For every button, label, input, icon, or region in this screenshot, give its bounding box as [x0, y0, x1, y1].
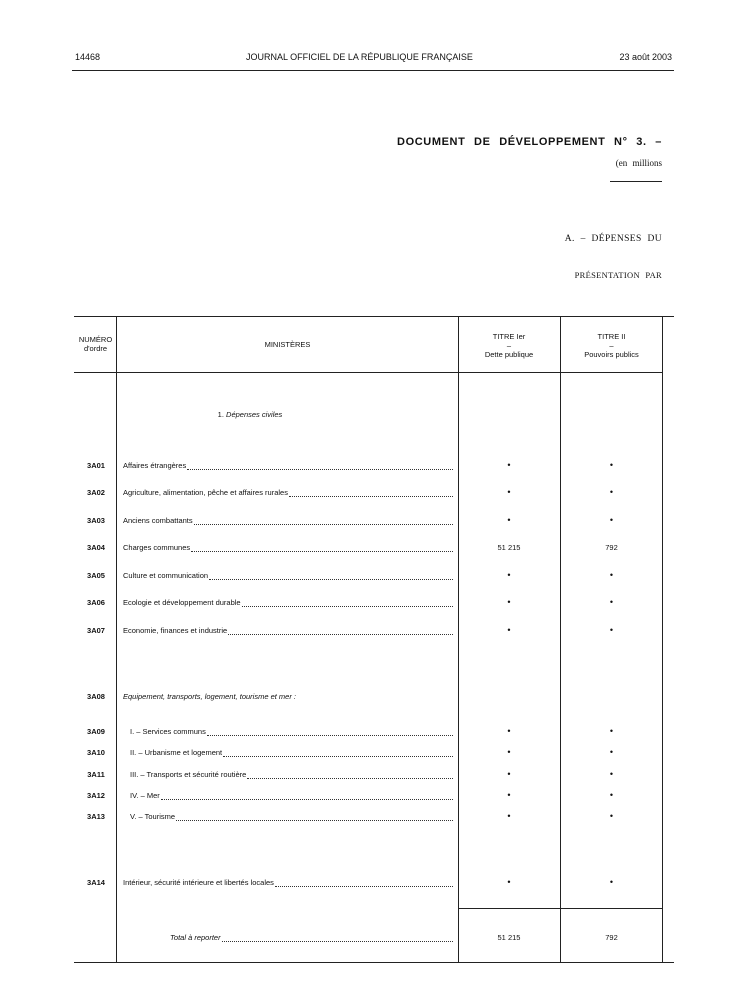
row-code: 3A10 — [87, 748, 105, 757]
row-value-titre2: • — [609, 597, 614, 607]
row-label: Ecologie et développement durable — [123, 598, 453, 607]
row-value-titre1: • — [507, 625, 511, 635]
row-code: 3A11 — [87, 770, 105, 779]
row-label: I. – Services communs — [130, 727, 453, 736]
journal-title: JOURNAL OFFICIEL DE LA RÉPUBLIQUE FRANÇAISE — [246, 52, 473, 62]
row-label: IV. – Mer — [130, 791, 453, 800]
row-code: 3A06 — [87, 598, 105, 607]
row-label: II. – Urbanisme et logement — [130, 748, 453, 757]
row-value-titre2: • — [609, 487, 614, 497]
row-value-titre2: • — [609, 460, 614, 470]
row-value-titre1: • — [507, 570, 511, 580]
row-label: Intérieur, sécurité intérieure et libertés locales — [123, 878, 453, 887]
row-value-titre2: • — [609, 811, 614, 821]
row-value-titre1: • — [507, 597, 511, 607]
row-value-titre1: • — [507, 747, 511, 757]
page-number: 14468 — [75, 52, 101, 62]
section-title: A. – DÉPENSES DU — [564, 234, 662, 244]
column-divider — [458, 317, 459, 962]
row-value-titre2: • — [609, 515, 614, 525]
row-value-titre2: • — [609, 877, 614, 887]
total-label: Total à reporter — [170, 933, 453, 942]
row-value-titre2: 792 — [605, 543, 618, 552]
row-value-titre1: • — [507, 769, 511, 779]
row-value-titre1: • — [507, 487, 511, 497]
row-code: 3A02 — [87, 488, 105, 497]
column-divider — [560, 317, 561, 962]
row-code: 3A09 — [87, 727, 105, 736]
row-value-titre2: • — [609, 570, 614, 580]
row-value-titre2: • — [609, 625, 614, 635]
row-value-titre2: • — [609, 726, 614, 736]
header-titre2: TITRE II – Pouvoirs publics — [584, 332, 639, 359]
header-ministeres: MINISTÈRES — [264, 340, 311, 349]
row-code: 3A08 — [87, 692, 105, 701]
header-numero: NUMÉRO d'ordre — [78, 335, 113, 353]
row-code: 3A04 — [87, 543, 105, 552]
row-label: Anciens combattants — [123, 516, 453, 525]
row-label: Economie, finances et industrie — [123, 626, 453, 635]
column-divider — [116, 317, 117, 962]
row-value-titre2: • — [609, 790, 614, 800]
total-value-titre2: 792 — [605, 933, 618, 942]
header-rule — [72, 70, 674, 71]
row-label: Equipement, transports, logement, tourisme et mer : — [123, 692, 296, 701]
document-title: DOCUMENT DE DÉVELOPPEMENT N° 3. – — [397, 136, 662, 148]
publication-date: 23 août 2003 — [619, 52, 672, 62]
row-value-titre1: • — [507, 877, 511, 887]
row-value-titre2: • — [609, 769, 614, 779]
unit-note: (en millions — [615, 158, 662, 168]
row-value-titre1: • — [507, 790, 511, 800]
row-value-titre1: • — [507, 515, 511, 525]
row-code: 3A03 — [87, 516, 105, 525]
row-label: Charges communes — [123, 543, 453, 552]
group-heading-civil: 1. Dépenses civiles — [217, 410, 283, 419]
row-value-titre2: • — [609, 747, 614, 757]
row-value-titre1: • — [507, 460, 511, 470]
row-value-titre1: • — [507, 726, 511, 736]
header-separator — [74, 372, 662, 373]
row-code: 3A05 — [87, 571, 105, 580]
column-divider — [662, 317, 663, 962]
total-separator — [458, 908, 662, 909]
row-label: Agriculture, alimentation, pêche et affaires rurales — [123, 488, 453, 497]
presentation-subtitle: PRÉSENTATION PAR — [574, 270, 662, 280]
row-label: Affaires étrangères — [123, 461, 453, 470]
total-value-titre1: 51 215 — [497, 933, 521, 942]
row-code: 3A01 — [87, 461, 105, 470]
row-label: III. – Transports et sécurité routière — [130, 770, 453, 779]
row-label: V. – Tourisme — [130, 812, 453, 821]
row-code: 3A13 — [87, 812, 105, 821]
row-code: 3A07 — [87, 626, 105, 635]
row-code: 3A14 — [87, 878, 105, 887]
row-value-titre1: 51 215 — [497, 543, 521, 552]
row-value-titre1: • — [507, 811, 511, 821]
row-label: Culture et communication — [123, 571, 453, 580]
row-code: 3A12 — [87, 791, 105, 800]
header-titre1: TITRE Ier – Dette publique — [484, 332, 534, 359]
unit-rule — [610, 181, 662, 182]
